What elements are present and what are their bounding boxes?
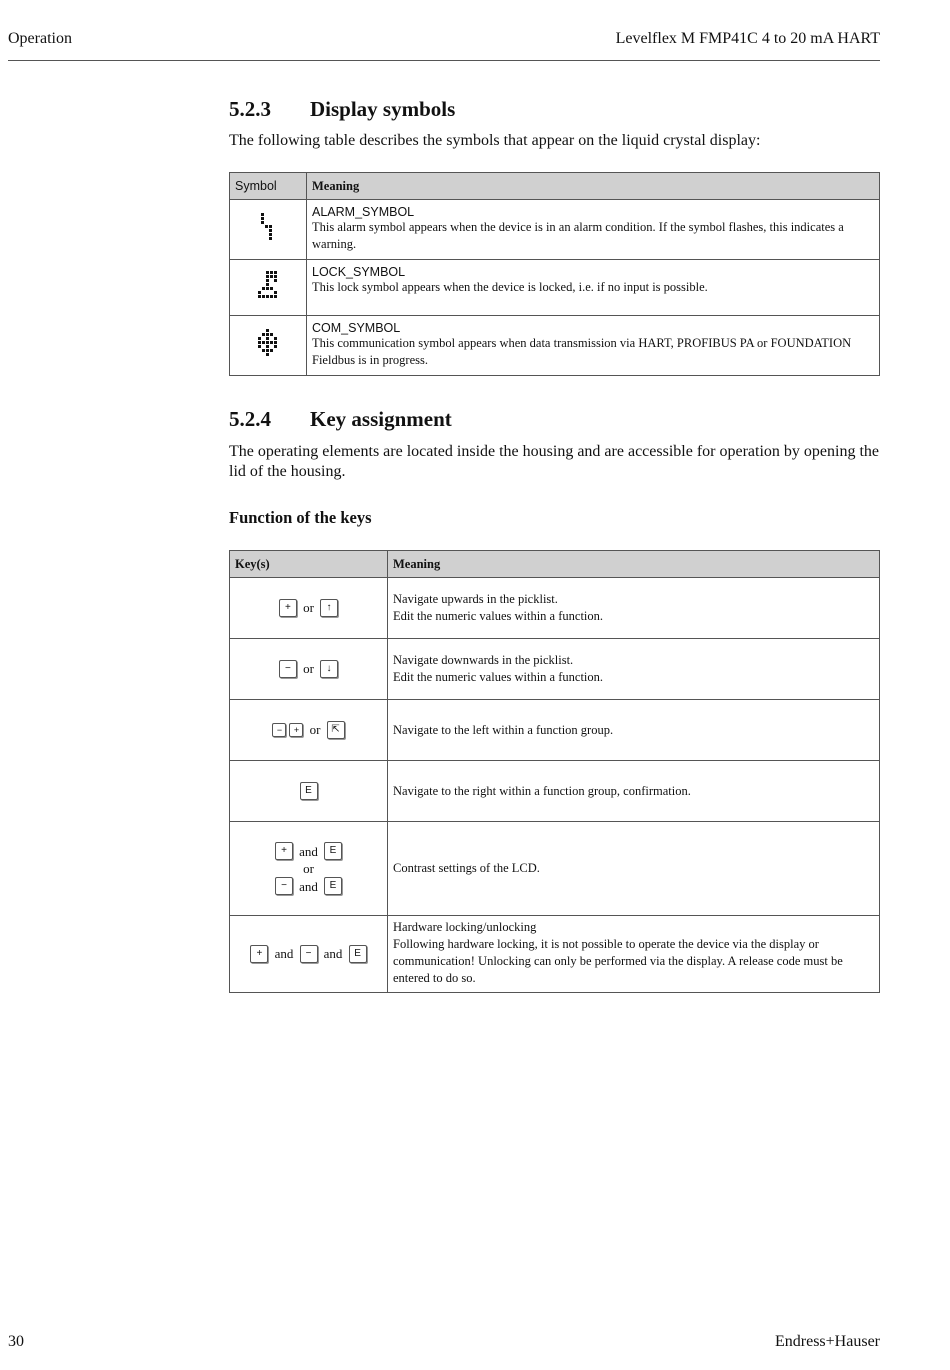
table-row <box>230 822 880 916</box>
table-row <box>230 639 880 700</box>
connector-word: and <box>299 878 318 894</box>
meaning-cell <box>307 260 880 316</box>
keys-cell <box>230 761 388 822</box>
table-row <box>230 578 880 639</box>
section-heading <box>229 97 880 122</box>
col-header-symbol: Symbol <box>230 173 307 200</box>
section-intro: The operating elements are located inside the housing and are accessible for operation by opening the lid of the housing. <box>229 443 879 480</box>
down-arrow-key-icon: ↓ <box>320 660 338 678</box>
table-row <box>230 200 880 260</box>
connector-word: or <box>303 661 314 676</box>
meaning-cell: Navigate upwards in the picklist. Edit the numeric values within a function. <box>388 578 880 639</box>
table-row <box>230 260 880 316</box>
section-title: Display symbols <box>310 97 456 121</box>
symbol-name: ALARM_SYMBOL <box>312 205 415 219</box>
plus-key-icon: + <box>279 599 297 617</box>
symbols-table-wrap <box>229 172 880 376</box>
connector-word: or <box>303 600 314 615</box>
col-header-keys: Key(s) <box>230 551 388 578</box>
enter-key-icon: E <box>324 842 342 860</box>
meaning-cell: Navigate to the right within a function group, confirmation. <box>388 761 880 822</box>
enter-key-icon: E <box>349 945 367 963</box>
meaning-cell <box>307 200 880 260</box>
keys-table-wrap <box>229 550 880 993</box>
col-header-meaning: Meaning <box>307 173 880 200</box>
section-number: 5.2.4 <box>229 407 271 431</box>
table-header-row <box>230 173 880 200</box>
symbol-description: This lock symbol appears when the device is locked, i.e. if no input is possible. <box>312 280 708 294</box>
brand-name: Endress+Hauser <box>775 1333 880 1350</box>
enter-key-icon: E <box>324 877 342 895</box>
page-number: 30 <box>8 1333 24 1350</box>
key-combo <box>235 842 382 860</box>
keys-table <box>229 550 880 993</box>
up-arrow-key-icon: ↑ <box>320 599 338 617</box>
meaning-cell: Navigate to the left within a function group. <box>388 700 880 761</box>
connector-word: and <box>323 946 343 961</box>
meaning-cell: Hardware locking/unlocking Following hardware locking, it is not possible to operate the device via the display or communication! Unlocking can only be performed via the display. A release code must be entered to do so. <box>388 916 880 993</box>
escape-key-icon: ⇱ <box>327 721 345 739</box>
keys-cell <box>230 916 388 993</box>
minus-key-icon: − <box>279 660 297 678</box>
plus-key-icon: + <box>250 945 268 963</box>
lock-symbol-icon <box>258 271 278 301</box>
minus-key-icon: − <box>300 945 318 963</box>
symbol-name: COM_SYMBOL <box>312 321 401 335</box>
minus-key-icon: − <box>272 723 286 737</box>
keys-cell <box>230 639 388 700</box>
section-display-symbols <box>229 97 880 151</box>
symbol-description: This communication symbol appears when data transmission via HART, PROFIBUS PA or FOUNDATION Fieldbus is in progress. <box>312 336 852 367</box>
section-key-assignment <box>229 407 880 528</box>
col-header-meaning: Meaning <box>388 551 880 578</box>
section-number: 5.2.3 <box>229 97 271 121</box>
running-header-product: Levelflex M FMP41C 4 to 20 mA HART <box>615 30 880 47</box>
keys-cell <box>230 578 388 639</box>
table-row <box>230 700 880 761</box>
connector-word: or <box>303 861 314 876</box>
plus-key-icon: + <box>275 842 293 860</box>
section-heading <box>229 407 880 432</box>
table-row <box>230 761 880 822</box>
subsection-title: Function of the keys <box>229 508 372 527</box>
symbol-name: LOCK_SYMBOL <box>312 265 406 279</box>
connector-word: and <box>299 843 318 859</box>
running-header-section: Operation <box>8 30 72 47</box>
table-header-row <box>230 551 880 578</box>
keys-cell <box>230 822 388 916</box>
table-row <box>230 916 880 993</box>
connector-word: and <box>274 946 294 961</box>
symbol-description: This alarm symbol appears when the device is in an alarm condition. If the symbol flashes, this indicates a warning. <box>312 220 844 251</box>
connector-word: or <box>309 722 321 737</box>
symbol-cell <box>230 260 307 316</box>
alarm-symbol-icon <box>261 213 275 243</box>
meaning-cell: Navigate downwards in the picklist. Edit the numeric values within a function. <box>388 639 880 700</box>
com-symbol-icon <box>258 329 278 359</box>
header-rule <box>8 60 880 61</box>
key-combo <box>235 877 382 895</box>
plus-key-icon: + <box>289 723 303 737</box>
meaning-cell <box>307 316 880 376</box>
minus-key-icon: − <box>275 877 293 895</box>
keys-cell <box>230 700 388 761</box>
symbol-cell <box>230 316 307 376</box>
enter-key-icon: E <box>300 782 318 800</box>
symbols-table <box>229 172 880 376</box>
symbol-cell <box>230 200 307 260</box>
section-title: Key assignment <box>310 407 452 431</box>
meaning-cell: Contrast settings of the LCD. <box>388 822 880 916</box>
section-intro: The following table describes the symbols that appear on the liquid crystal display: <box>229 132 761 149</box>
table-row <box>230 316 880 376</box>
